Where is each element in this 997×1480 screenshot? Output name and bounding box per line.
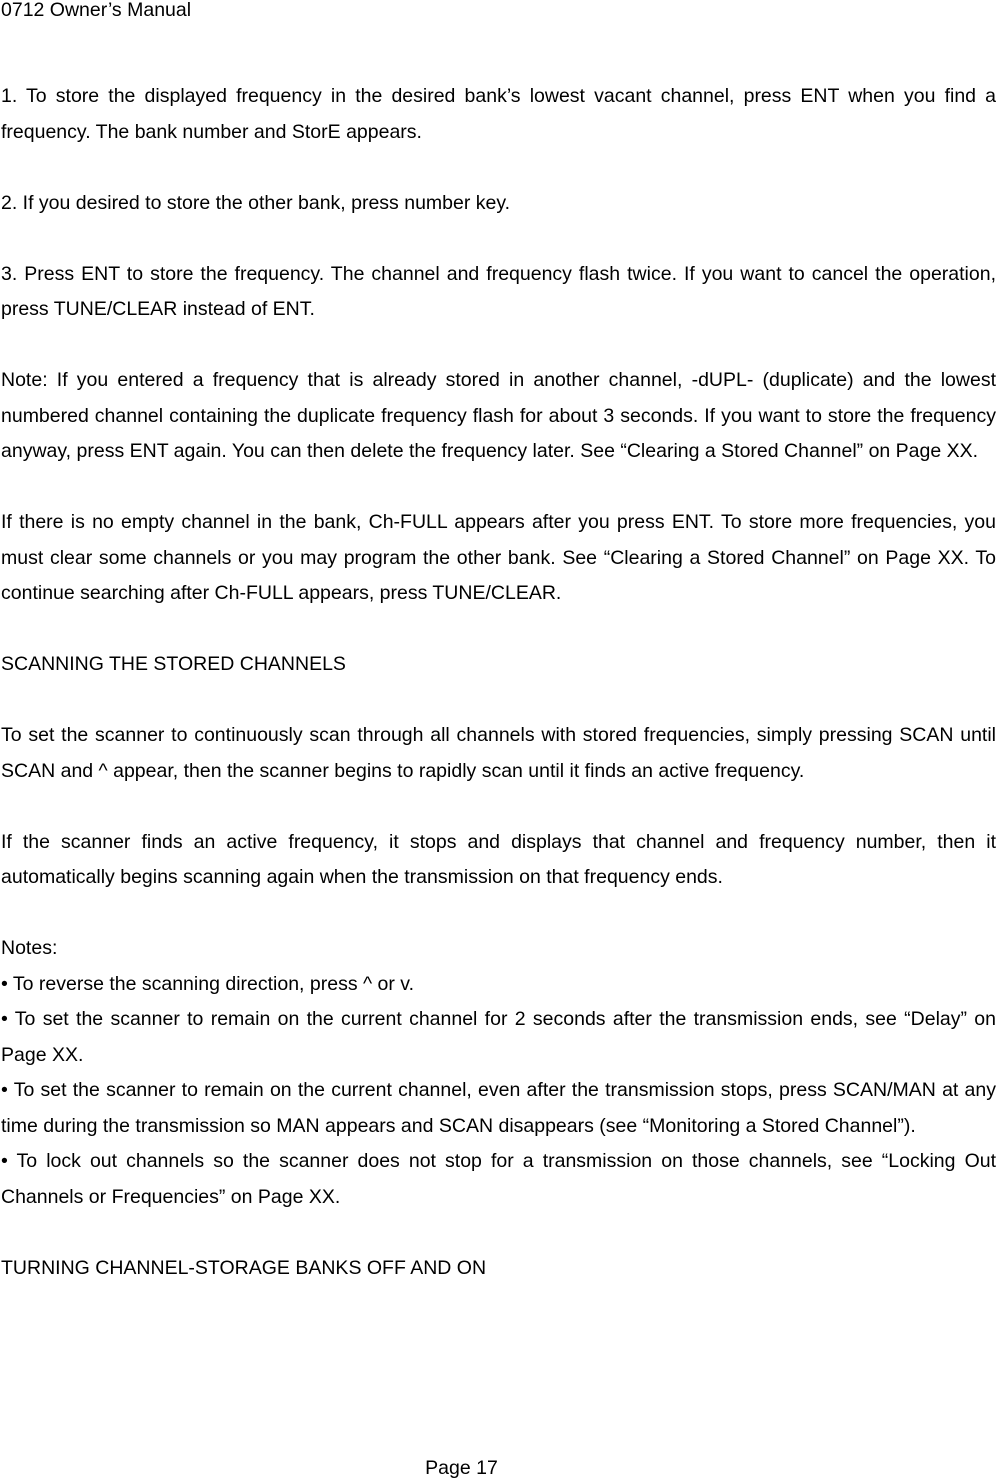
step-3-paragraph: 3. Press ENT to store the frequency. The channel and frequency flash twice. If you want to cancel the operation, press TUNE/CLEAR instead of ENT.: [1, 262, 996, 320]
note-item: • To set the scanner to remain on the current channel, even after the transmission stops, press SCAN/MAN at any time during the transmission so MAN appears and SCAN disappears (see “Monitoring a Stored Channel”).: [1, 1079, 996, 1137]
scan-intro-paragraph: To set the scanner to continuously scan through all channels with stored frequencies, simply pressing SCAN until SCAN and ^ appear, then the scanner begins to rapidly scan until it finds an active frequency.: [1, 724, 996, 782]
step-2-paragraph: 2. If you desired to store the other bank, press number key.: [1, 191, 511, 214]
notes-title: Notes:: [1, 937, 58, 959]
channel-full-paragraph: If there is no empty channel in the bank, Ch-FULL appears after you press ENT. To store more frequencies, you must clear some channels or you may program the other bank. See “Clearing a Stored Channel” on Page XX. To continue searching after Ch-FULL appears, press TUNE/CLEAR.: [1, 511, 996, 604]
duplicate-note-paragraph: Note: If you entered a frequency that is already stored in another channel, -dUPL- (duplicate) and the lowest numbered channel containing the duplicate frequency flash for about 3 seconds. If you want to store the frequency anyway, press ENT again. You can then delete the frequency later. See “Clearing a Stored Channel” on Page XX.: [1, 369, 996, 462]
step-1-paragraph: 1. To store the displayed frequency in the desired bank’s lowest vacant channel, press ENT when you find a frequency. The bank number and StorE appears.: [1, 85, 996, 143]
note-item: • To set the scanner to remain on the current channel for 2 seconds after the transmission ends, see “Delay” on Page XX.: [1, 1008, 996, 1066]
page-number: Page 17: [425, 1457, 498, 1479]
section-heading-banks: TURNING CHANNEL-STORAGE BANKS OFF AND ON: [1, 1256, 487, 1279]
page-body: [1, 79, 996, 1322]
document-header: 0712 Owner’s Manual: [1, 0, 192, 21]
active-frequency-paragraph: If the scanner finds an active frequency, it stops and displays that channel and frequency number, then it automatically begins scanning again when the transmission on that frequency ends.: [1, 830, 996, 888]
notes-section: [1, 931, 996, 1215]
note-item: • To lock out channels so the scanner does not stop for a transmission on those channels, see “Locking Out Channels or Frequencies” on Page XX.: [1, 1150, 996, 1208]
section-heading-scanning: SCANNING THE STORED CHANNELS: [1, 653, 346, 675]
note-item: • To reverse the scanning direction, press ^ or v.: [1, 972, 415, 995]
